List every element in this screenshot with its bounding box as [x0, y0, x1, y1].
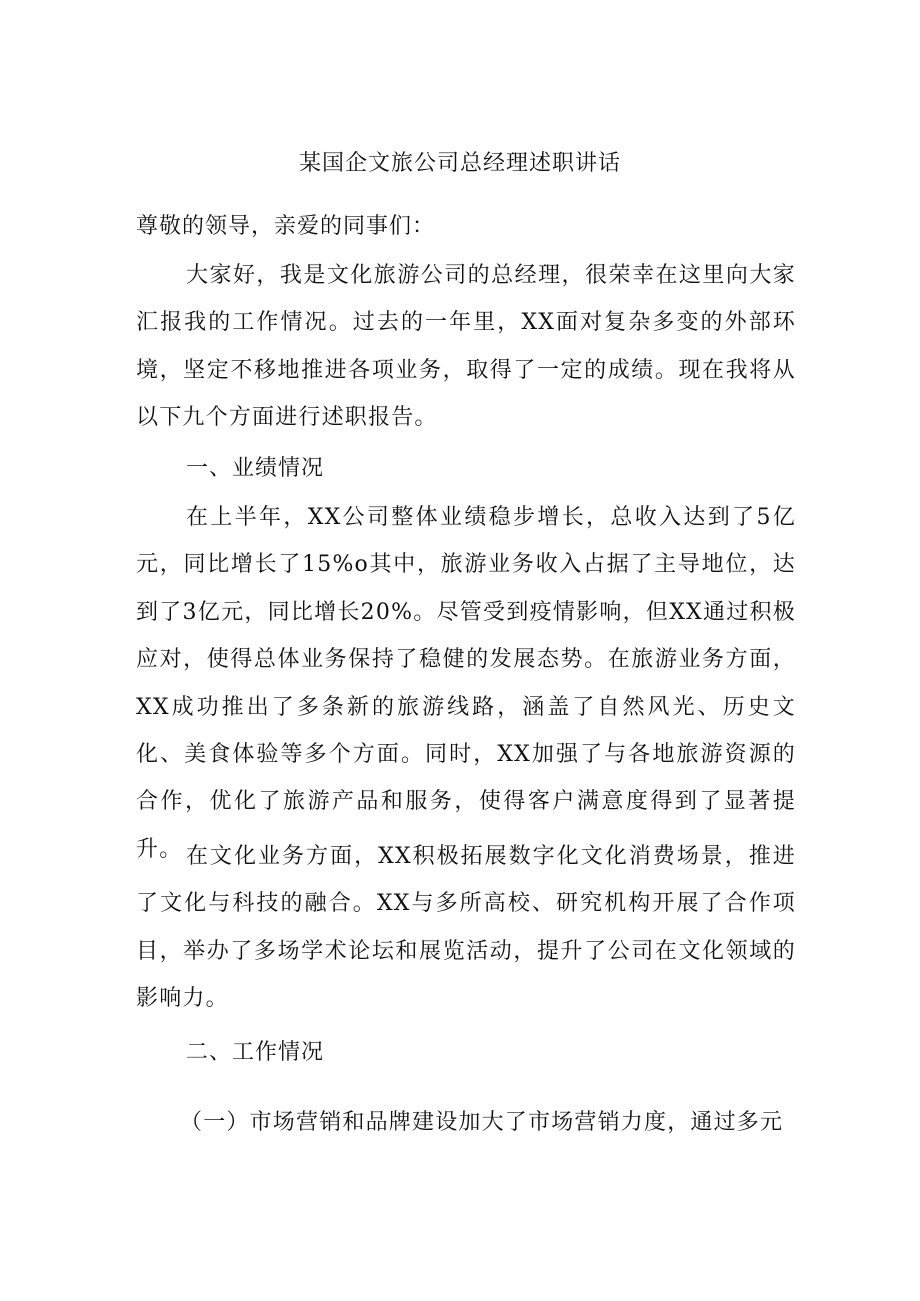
- performance-paragraph: 在上半年，XX公司整体业绩稳步增长，总收入达到了5亿元，同比增长了15%o其中，旅游业务收入占据了主导地位，达到了3亿元，同比增长20%。尽管受到疫情影响，但XX通过积极应对，使得总体业务保持了稳健的发展态势。在旅游业务方面，XX成功推出了多条新的旅游线路，涵盖了自然风光、历史文化、美食体验等多个方面。同时，XX加强了与各地旅游资源的合作，优化了旅游产品和服务，使得客户满意度得到了显著提升。: [136, 505, 796, 862]
- subsection-marketing: （一）市场营销和品牌建设加大了市场营销力度，通过多元: [180, 1110, 784, 1135]
- document-title: 某国企文旅公司总经理述职讲话: [298, 151, 621, 176]
- salutation: 尊敬的领导，亲爱的同事们：: [136, 214, 436, 239]
- section-heading-work: 二、工作情况: [186, 1040, 325, 1065]
- intro-paragraph: 大家好，我是文化旅游公司的总经理，很荣幸在这里向大家汇报我的工作情况。过去的一年里，XX面对复杂多变的外部环境，坚定不移地推进各项业务，取得了一定的成绩。现在我将从以下九个方面进行述职报告。: [136, 263, 796, 431]
- culture-business-paragraph: 在文化业务方面，XX积极拓展数字化文化消费场景，推进了文化与科技的融合。XX与多所高校、研究机构开展了合作项目，举办了多场学术论坛和展览活动，提升了公司在文化领域的影响力。: [136, 844, 796, 1012]
- section-heading-performance: 一、业绩情况: [186, 456, 325, 481]
